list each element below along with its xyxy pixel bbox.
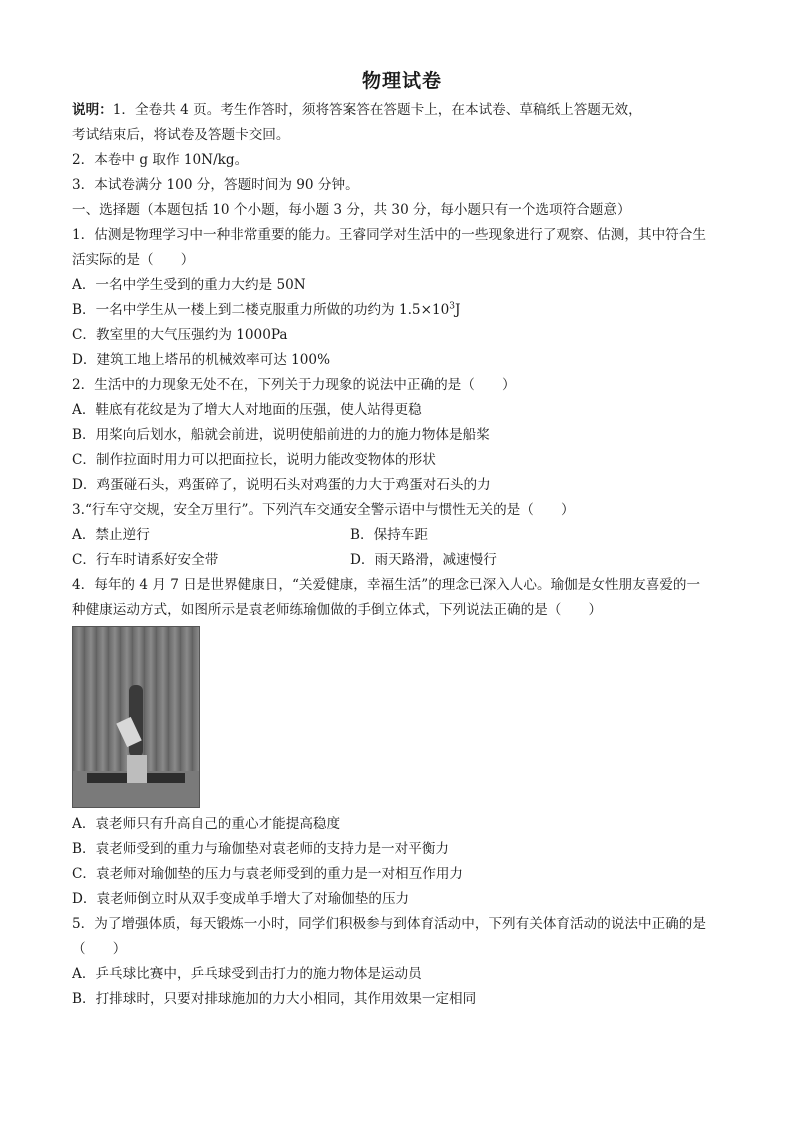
page-title: 物理试卷: [361, 70, 442, 92]
q5-option-b: B．打排球时，只要对排球施加的力大小相同，其作用效果一定相同: [72, 991, 477, 1007]
q4-option-b: B．袁老师受到的重力与瑜伽垫对袁老师的支持力是一对平衡力: [72, 841, 450, 857]
q2-option-c: C．制作拉面时用力可以把面拉长，说明力能改变物体的形状: [72, 452, 436, 468]
yoga-handstand-photo: [72, 626, 200, 808]
q3-option-d: D．雨天路滑，减速慢行: [350, 552, 497, 568]
q1-option-b-unit: J: [455, 302, 461, 318]
q1-option-b: [72, 298, 732, 323]
q4-option-c: C．袁老师对瑜伽垫的压力与袁老师受到的重力是一对相互作用力: [72, 866, 464, 882]
note-1-cont: 考试结束后，将试卷及答题卡交回。: [72, 127, 290, 143]
exam-page: [72, 66, 732, 1012]
q5-stem: 5．为了增强体质，每天锻炼一小时，同学们积极参与到体育活动中，下列有关体育活动的说法中正确的是: [72, 916, 706, 932]
q3-options-row-1: [72, 523, 732, 548]
q2-option-b: B．用桨向后划水，船就会前进，说明使船前进的力的施力物体是船桨: [72, 427, 490, 443]
q3-options-row-2: [72, 548, 732, 573]
q2-stem: 2．生活中的力现象无处不在，下列关于力现象的说法中正确的是（ ）: [72, 377, 516, 393]
q1-option-b-exponent: 3: [449, 301, 456, 312]
q5-option-a: A．乒乓球比赛中，乒乓球受到击打力的施力物体是运动员: [72, 966, 422, 982]
q3-stem: 3.“行车守交规，安全万里行”。下列汽车交通安全警示语中与惯性无关的是（ ）: [72, 502, 575, 518]
q1-option-a: A．一名中学生受到的重力大约是 50N: [72, 277, 306, 293]
note-1: [72, 98, 732, 123]
note-3: 3．本试卷满分 100 分，答题时间为 90 分钟。: [72, 177, 359, 193]
q1-option-d: D．建筑工地上塔吊的机械效率可达 100%: [72, 352, 330, 368]
q4-option-a: A．袁老师只有升高自己的重心才能提高稳度: [72, 816, 341, 832]
q1-stem: 1．估测是物理学习中一种非常重要的能力。王睿同学对生活中的一些现象进行了观察、估测，其中符合生: [72, 227, 706, 243]
section-heading: 一、选择题（本题包括 10 个小题，每小题 3 分，共 30 分，每小题只有一个选项符合题意）: [72, 202, 631, 218]
notes-label: 说明：: [72, 102, 113, 118]
q4-option-d: D．袁老师倒立时从双手变成单手增大了对瑜伽垫的压力: [72, 891, 410, 907]
photo-person-arm: [127, 755, 147, 783]
q3-option-a: A．禁止逆行: [72, 527, 150, 543]
q4-stem-cont: 种健康运动方式，如图所示是袁老师练瑜伽做的手倒立体式，下列说法正确的是（ ）: [72, 602, 603, 618]
q1-stem-cont: 活实际的是（ ）: [72, 252, 195, 268]
note-2: 2．本卷中 g 取作 10N/kg。: [72, 152, 249, 168]
note-1-text: 1．全卷共 4 页。考生作答时，须将答案答在答题卡上，在本试卷、草稿纸上答题无效，: [112, 102, 642, 118]
q3-option-b: B．保持车距: [350, 527, 428, 543]
q1-option-c: C．教室里的大气压强约为 1000Pa: [72, 327, 288, 343]
q2-option-d: D．鸡蛋碰石头，鸡蛋碎了，说明石头对鸡蛋的力大于鸡蛋对石头的力: [72, 477, 491, 493]
q2-option-a: A．鞋底有花纹是为了增大人对地面的压强，使人站得更稳: [72, 402, 422, 418]
q5-stem-cont: （ ）: [72, 941, 127, 957]
q4-stem: 4．每年的 4 月 7 日是世界健康日，“关爱健康，幸福生活”的理念已深入人心。瑜伽是女性朋友喜爱的一: [72, 577, 701, 593]
q1-option-b-text: B．一名中学生从一楼上到二楼克服重力所做的功约为 1.5×10: [72, 302, 450, 318]
q3-option-c: C．行车时请系好安全带: [72, 552, 219, 568]
